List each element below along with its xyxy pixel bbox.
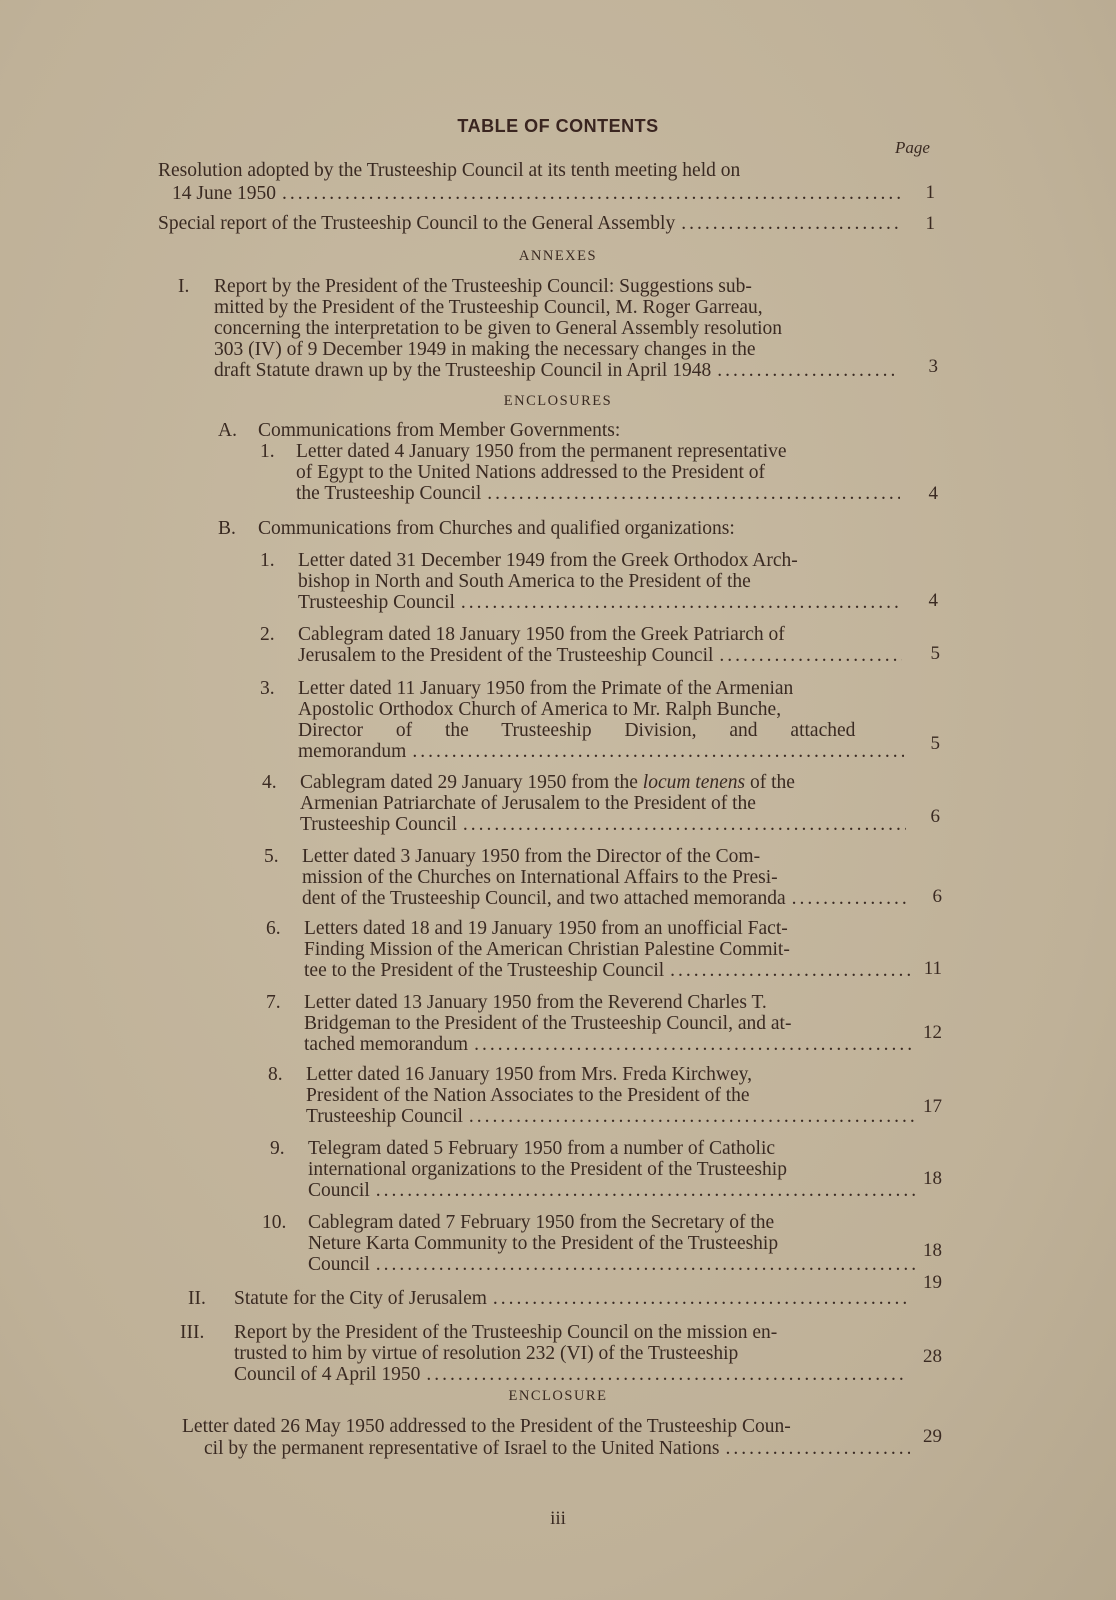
section-heading-annexes: ANNEXES (518, 248, 598, 264)
page-folio: iii (550, 1508, 566, 1529)
page-number: 4 (928, 483, 938, 504)
page-number: 11 (923, 958, 942, 979)
page-number: 4 (928, 590, 938, 611)
leader-dots (792, 888, 908, 909)
item-number: 5. (264, 846, 279, 867)
leader-dots (681, 213, 902, 234)
entry-line: Bridgeman to the President of the Trusteeship Council, and at- (304, 1013, 792, 1034)
entry-line: Jerusalem to the President of the Trusteeship Council (298, 645, 714, 666)
entry-line: concerning the interpretation to be given to General Assembly resolution (214, 318, 783, 339)
entry-line: Director of the Trusteeship Division, and attached (298, 720, 856, 741)
page-number: 18 (923, 1240, 942, 1261)
entry-line: 14 June 1950 (172, 183, 276, 204)
entry-line: Resolution adopted by the Trusteeship Council at its tenth meeting held on (158, 160, 741, 181)
page-number: 1 (925, 213, 935, 234)
entry-line: mission of the Churches on International Affairs to the Presi- (302, 867, 778, 888)
item-number: 2. (260, 624, 275, 645)
page-number: 18 (923, 1168, 942, 1189)
leader-dots (376, 1254, 916, 1275)
entry-line: Letter dated 4 January 1950 from the permanent representative (296, 441, 787, 462)
entry-line-part: of the (745, 772, 795, 793)
entry-line: Letter dated 31 December 1949 from the Greek Orthodox Arch- (298, 550, 798, 571)
leader-dots (376, 1180, 916, 1201)
entry-line: Cablegram dated 18 January 1950 from the Greek Patriarch of (298, 624, 785, 645)
page-number: 19 (923, 1272, 942, 1293)
entry-line: 303 (IV) of 9 December 1949 in making the necessary changes in the (214, 339, 756, 360)
entry-line: Statute for the City of Jerusalem (234, 1288, 487, 1309)
entry-line: Letter dated 26 May 1950 addressed to the President of the Trusteeship Coun- (182, 1416, 791, 1437)
annex-number: I. (178, 276, 190, 297)
entry-line: bishop in North and South America to the President of the (298, 571, 751, 592)
entry-line: Letter dated 13 January 1950 from the Reverend Charles T. (304, 992, 767, 1013)
page-number: 12 (923, 1022, 942, 1043)
entry-line: Report by the President of the Trusteeship Council on the mission en- (234, 1322, 778, 1343)
leader-dots (282, 183, 902, 204)
item-number: 7. (266, 992, 281, 1013)
italic-phrase: locum tenens (642, 772, 746, 793)
group-title: Communications from Churches and qualified organizations: (258, 518, 735, 539)
leader-dots (493, 1288, 906, 1309)
entry-line: Letters dated 18 and 19 January 1950 from an unofficial Fact- (304, 918, 788, 939)
leader-dots (412, 741, 904, 762)
entry-line: Council (308, 1254, 370, 1275)
page-column-label: Page (895, 138, 930, 157)
item-number: 6. (266, 918, 281, 939)
entry-line: mitted by the President of the Trusteeship Council, M. Roger Garreau, (214, 297, 763, 318)
entry-line: the Trusteeship Council (296, 483, 482, 504)
page-number: 1 (925, 182, 935, 203)
annex-number: II. (188, 1288, 206, 1309)
page-number: 5 (930, 733, 940, 754)
leader-dots (670, 960, 910, 981)
group-label: A. (218, 420, 237, 441)
annex-number: III. (180, 1322, 205, 1343)
entry-line: Report by the President of the Trusteeship Council: Suggestions sub- (214, 276, 752, 297)
leader-dots (487, 483, 900, 504)
entry-line: Trusteeship Council (306, 1106, 463, 1127)
entry-line: Armenian Patriarchate of Jerusalem to the President of the (300, 793, 756, 814)
page-number: 6 (930, 806, 940, 827)
entry-line: Letter dated 16 January 1950 from Mrs. Freda Kirchwey, (306, 1064, 753, 1085)
page-number: 28 (923, 1346, 942, 1367)
entry-line: Trusteeship Council (298, 592, 455, 613)
entry-line: Council of 4 April 1950 (234, 1364, 421, 1385)
entry-line: international organizations to the President of the Trusteeship (308, 1159, 787, 1180)
item-number: 4. (262, 772, 277, 793)
group-label: B. (218, 518, 236, 539)
page-number: 29 (923, 1426, 942, 1447)
entry-line: Finding Mission of the American Christian Palestine Commit- (304, 939, 790, 960)
group-title: Communications from Member Governments: (258, 420, 621, 441)
entry-line: tee to the President of the Trusteeship Council (304, 960, 665, 981)
item-number: 8. (268, 1064, 283, 1085)
entry-line: draft Statute drawn up by the Trusteeship Council in April 1948 (214, 360, 712, 381)
entry-line: of Egypt to the United Nations addressed to the President of (296, 462, 765, 483)
page-title: TABLE OF CONTENTS (457, 116, 659, 136)
leader-dots (717, 360, 894, 381)
leader-dots (719, 645, 902, 666)
leader-dots (461, 592, 902, 613)
entry-line: Neture Karta Community to the President of the Trusteeship (308, 1233, 779, 1254)
section-heading-enclosure: ENCLOSURE (508, 1388, 608, 1404)
leader-dots (426, 1364, 908, 1385)
entry-line: memorandum (298, 741, 407, 762)
item-number: 9. (270, 1138, 285, 1159)
item-number: 1. (260, 550, 275, 571)
entry-line: cil by the permanent representative of Israel to the United Nations (204, 1438, 720, 1459)
item-number: 1. (260, 441, 275, 462)
entry-line: Apostolic Orthodox Church of America to Mr. Ralph Bunche, (298, 699, 782, 720)
entry-line: Special report of the Trusteeship Council to the General Assembly (158, 213, 676, 234)
page-number: 17 (923, 1096, 942, 1117)
entry-line: Trusteeship Council (300, 814, 457, 835)
item-number: 10. (262, 1212, 287, 1233)
page-number: 3 (928, 356, 938, 377)
entry-line: Letter dated 3 January 1950 from the Director of the Com- (302, 846, 761, 867)
entry-line: Telegram dated 5 February 1950 from a number of Catholic (308, 1138, 776, 1159)
leader-dots (469, 1106, 914, 1127)
section-heading-enclosures: ENCLOSURES (503, 393, 613, 409)
entry-line: Council (308, 1180, 370, 1201)
leader-dots (463, 814, 906, 835)
entry-line: tached memorandum (304, 1034, 469, 1055)
page-number: 5 (930, 643, 940, 664)
entry-line: President of the Nation Associates to the President of the (306, 1085, 750, 1106)
item-number: 3. (260, 678, 275, 699)
entry-line-part: Cablegram dated 29 January 1950 from the (300, 772, 643, 793)
entry-line: dent of the Trusteeship Council, and two attached memoranda (302, 888, 786, 909)
page-number: 6 (932, 886, 942, 907)
leader-dots (474, 1034, 912, 1055)
entry-line: Letter dated 11 January 1950 from the Primate of the Armenian (298, 678, 794, 699)
entry-line: Cablegram dated 7 February 1950 from the Secretary of the (308, 1212, 775, 1233)
leader-dots (725, 1438, 910, 1459)
entry-line: trusted to him by virtue of resolution 232 (VI) of the Trusteeship (234, 1343, 739, 1364)
